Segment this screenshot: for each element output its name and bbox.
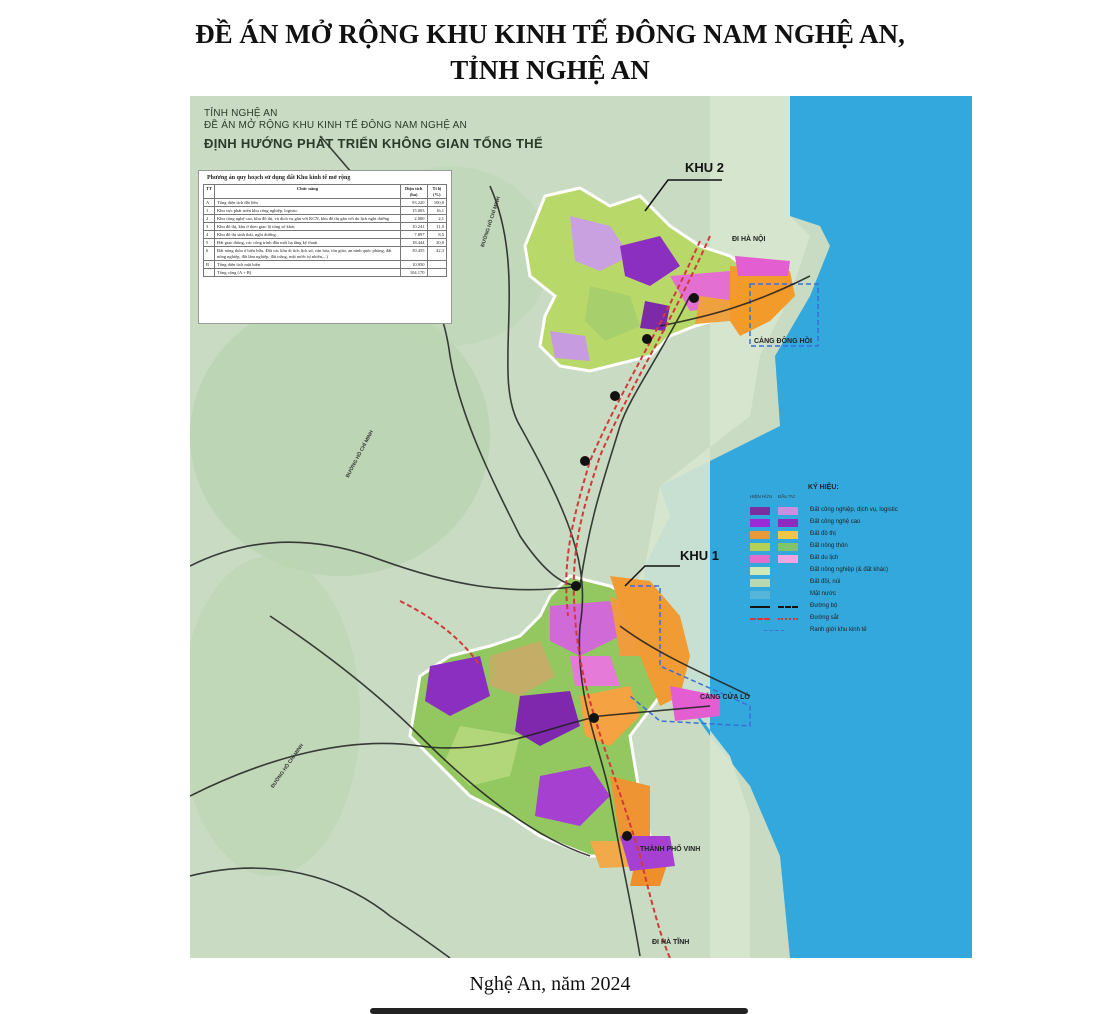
map-header [204, 108, 543, 151]
duong-hcm-label: ĐƯỜNG HỒ CHÍ MINH [480, 195, 502, 248]
land-use-table [198, 170, 452, 324]
legend-item [750, 578, 950, 588]
map-header-title: ĐỊNH HƯỚNG PHÁT TRIỂN KHÔNG GIAN TỔNG THỂ [204, 136, 543, 151]
table-cell: Đất giao thông, các công trình đầu mối hạ tầng kỹ thuật [215, 239, 401, 247]
table-cell: 1 [204, 207, 215, 215]
table-cell: Khu công nghệ cao, khu đô thị, và dịch vụ gắn với KCN, khu đô thị gắn với du lịch nghỉ dưỡng [215, 215, 401, 223]
table-row [204, 223, 447, 231]
land-use-table-grid [203, 184, 447, 277]
legend-label: Đất đô thị [810, 531, 836, 537]
legend-label: Mặt nước [810, 591, 836, 597]
table-cell: 6 [204, 247, 215, 261]
table-cell: 16,1 [427, 207, 446, 215]
legend-item [750, 590, 950, 600]
map-header-province: TỈNH NGHỆ AN [204, 108, 278, 119]
map-header-project: ĐỀ ÁN MỞ RỘNG KHU KINH TẾ ĐÔNG NAM NGHỆ AN [204, 120, 467, 131]
title-line-1: ĐỀ ÁN MỞ RỘNG KHU KINH TẾ ĐÔNG NAM NGHỆ AN, [195, 19, 905, 49]
legend-swatch [750, 555, 770, 563]
table-row [204, 199, 447, 207]
table-row [204, 207, 447, 215]
table-cell: 11,0 [427, 223, 446, 231]
table-cell: 7.897 [400, 231, 427, 239]
table-cell [427, 269, 446, 277]
table-row [204, 231, 447, 239]
table-header-cell: TT [204, 185, 215, 199]
table-row [204, 215, 447, 223]
legend-swatch [778, 531, 798, 539]
table-cell [427, 261, 446, 269]
legend-line [778, 606, 798, 608]
legend-swatch [750, 519, 770, 527]
legend-label: Đất đồi, núi [810, 579, 841, 585]
table-cell: Khu đô thị sinh thái, nghỉ dưỡng [215, 231, 401, 239]
table-cell: 104.170 [400, 269, 427, 277]
table-cell: 20,0 [427, 239, 446, 247]
legend-swatch [750, 531, 770, 539]
table-header-cell: Chức năng [215, 185, 401, 199]
table-cell: Đất nông thôn ở hiện hữu, Đất các khu di tích lịch sử, văn hóa, tôn giáo, an ninh quốc phòng, đất nông nghiệp, đất lâm nghiệp, đất trồng, mặt nước tự nhiên,...) [215, 247, 401, 261]
table-header-cell: Diện tích (ha) [400, 185, 427, 199]
table-cell: 2 [204, 215, 215, 223]
document-title [0, 16, 1100, 88]
legend-item [750, 626, 950, 636]
legend-label: Đất công nghệ cao [810, 519, 861, 525]
legend-item [750, 518, 950, 528]
legend-item [750, 506, 950, 516]
table-cell: 2,1 [427, 215, 446, 223]
duong-hcm-label: ĐƯỜNG HỒ CHÍ MINH [270, 742, 306, 790]
table-cell: Tổng diện tích mặt biển [215, 261, 401, 269]
legend-label: Đất du lịch [810, 555, 839, 561]
thanh-pho-vinh-label: THÀNH PHỐ VINH [640, 846, 701, 853]
table-cell: 15.003 [400, 207, 427, 215]
map-legend [750, 484, 950, 633]
legend-swatch [750, 543, 770, 551]
table-cell: 100,0 [427, 199, 446, 207]
table-cell: 3 [204, 223, 215, 231]
table-header-row [204, 185, 447, 199]
legend-item [750, 542, 950, 552]
table-cell: Tổng cộng (A + B) [215, 269, 401, 277]
document-footer: Nghệ An, năm 2024 [469, 973, 631, 995]
legend-item [750, 566, 950, 576]
legend-item [750, 602, 950, 612]
legend-item [750, 614, 950, 624]
khu2-label: KHU 2 [685, 160, 725, 175]
legend-col-new: ĐẦU TƯ [778, 494, 796, 499]
table-cell: 93.220 [400, 199, 427, 207]
table-cell: 42,3 [427, 247, 446, 261]
table-cell: 18.444 [400, 239, 427, 247]
legend-item [750, 554, 950, 564]
khu1-label: KHU 1 [680, 548, 720, 563]
table-cell: Khu đô thị, khu ở theo giao lộ tổng số khác [215, 223, 401, 231]
land-use-table-title: Phương án quy hoạch sử dụng đất Khu kinh tế mở rộng [207, 175, 351, 181]
di-ha-tinh-label: ĐI HÀ TĨNH [652, 939, 690, 946]
legend-swatch [750, 567, 770, 575]
legend-label: Đất công nghiệp, dịch vụ, logistic [810, 507, 898, 513]
table-cell: 5 [204, 239, 215, 247]
planning-map[interactable] [190, 96, 972, 958]
title-line-2: TỈNH NGHỆ AN [450, 55, 650, 85]
legend-swatch [750, 579, 770, 587]
legend-swatch [778, 507, 798, 515]
legend-swatch [750, 591, 770, 599]
legend-label: Đường sắt [810, 615, 839, 621]
legend-col-existing: HIỆN HỮU [750, 494, 773, 499]
table-cell [204, 269, 215, 277]
legend-item [750, 530, 950, 540]
legend-swatch [778, 555, 798, 563]
legend-label: Đất nông nghiệp (& đất khác) [810, 567, 889, 573]
table-cell: Khu vực phát triển khu công nghiệp, logistic [215, 207, 401, 215]
table-row [204, 247, 447, 261]
table-cell: 2.000 [400, 215, 427, 223]
cang-dong-hoi-label: CẢNG ĐÔNG HỒI [754, 338, 812, 345]
duong-hcm-label: ĐƯỜNG HỒ CHÍ MINH [345, 429, 375, 479]
table-cell: B [204, 261, 215, 269]
legend-swatch [778, 519, 798, 527]
legend-label: Đường bộ [810, 603, 838, 609]
legend-swatch [750, 507, 770, 515]
table-row [204, 239, 447, 247]
table-cell: 10.241 [400, 223, 427, 231]
legend-label: Ranh giới khu kinh tế [810, 627, 867, 633]
legend-line [764, 630, 784, 631]
table-cell: Tổng diện tích đất liền [215, 199, 401, 207]
legend-line [778, 618, 798, 620]
table-cell: 4 [204, 231, 215, 239]
table-cell: 8,5 [427, 231, 446, 239]
legend-label: Đất nông thôn [810, 543, 848, 549]
di-ha-noi-label: ĐI HÀ NỘI [732, 236, 766, 243]
legend-title: KÝ HIỆU: [808, 484, 839, 491]
table-cell: 39.455 [400, 247, 427, 261]
table-row [204, 261, 447, 269]
legend-line [750, 618, 770, 620]
table-cell: 10.950 [400, 261, 427, 269]
table-cell: A [204, 199, 215, 207]
scroll-indicator[interactable] [370, 1008, 748, 1014]
cang-cua-lo-label: CẢNG CỬA LÒ [700, 694, 750, 701]
table-header-cell: Tỉ lệ (%) [427, 185, 446, 199]
legend-line [750, 606, 770, 608]
legend-swatch [778, 543, 798, 551]
table-row [204, 269, 447, 277]
